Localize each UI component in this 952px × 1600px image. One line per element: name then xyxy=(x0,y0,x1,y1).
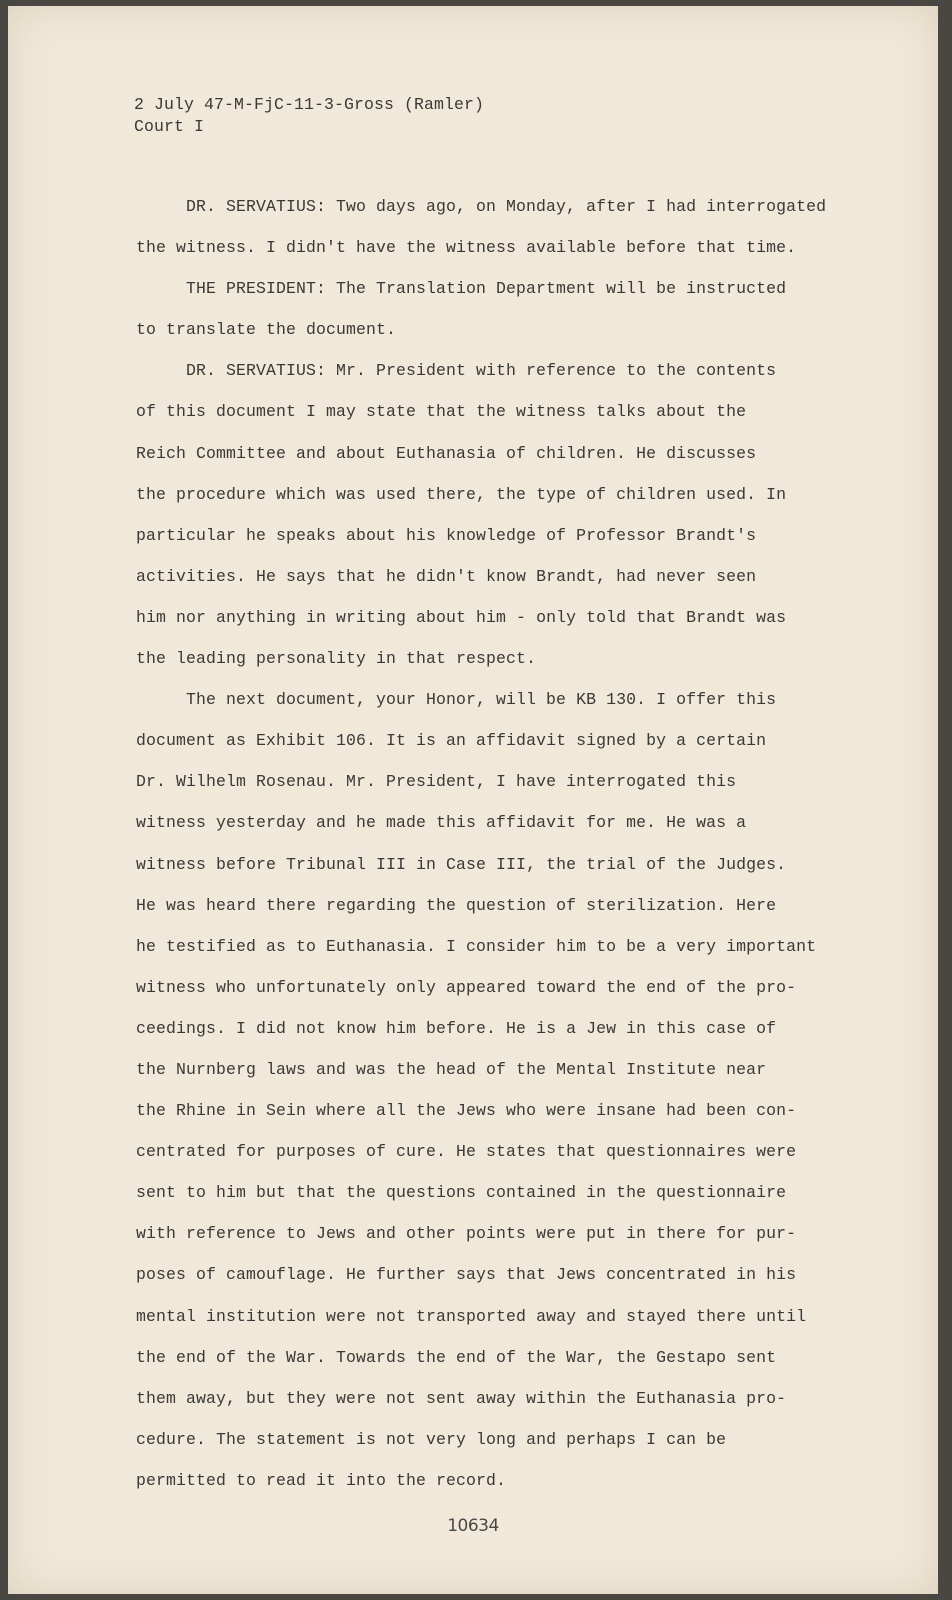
transcript-line: document as Exhibit 106. It is an affidavit signed by a certain xyxy=(136,731,767,751)
transcript-line: the leading personality in that respect. xyxy=(136,649,537,669)
transcript-line: cedure. The statement is not very long and perhaps I can be xyxy=(136,1429,727,1449)
transcript-line: the procedure which was used there, the type of children used. In xyxy=(136,484,787,504)
transcript-line: poses of camouflage. He further says that Jews concentrated in his xyxy=(136,1265,797,1285)
transcript-line: to translate the document. xyxy=(136,320,397,340)
header-court-line: Court I xyxy=(134,117,205,136)
transcript-line: Dr. Wilhelm Rosenau. Mr. President, I have interrogated this xyxy=(136,772,737,792)
page-number: 10634 xyxy=(447,1516,499,1536)
transcript-line: centrated for purposes of cure. He states that questionnaires were xyxy=(136,1142,797,1162)
transcript-line: permitted to read it into the record. xyxy=(136,1470,507,1490)
transcript-line: witness who unfortunately only appeared toward the end of the pro- xyxy=(136,977,797,997)
transcript-line: he testified as to Euthanasia. I consider him to be a very important xyxy=(136,936,817,956)
transcript-line: witness yesterday and he made this affidavit for me. He was a xyxy=(136,813,747,833)
document-header xyxy=(134,94,484,138)
transcript-body xyxy=(136,197,826,1512)
transcript-line: THE PRESIDENT: The Translation Department will be instructed xyxy=(186,279,787,299)
transcript-line: sent to him but that the questions contained in the questionnaire xyxy=(136,1183,787,1203)
transcript-line: the Nurnberg laws and was the head of the Mental Institute near xyxy=(136,1059,767,1079)
transcript-line: the Rhine in Sein where all the Jews who were insane had been con- xyxy=(136,1101,797,1121)
header-session-line: 2 July 47-M-FjC-11-3-Gross (Ramler) xyxy=(134,95,485,114)
transcript-line: DR. SERVATIUS: Two days ago, on Monday, after I had interrogated xyxy=(186,197,827,216)
document-page xyxy=(8,6,938,1594)
transcript-line: witness before Tribunal III in Case III, the trial of the Judges. xyxy=(136,854,787,874)
transcript-line: them away, but they were not sent away within the Euthanasia pro- xyxy=(136,1388,787,1408)
transcript-line: activities. He says that he didn't know Brandt, had never seen xyxy=(136,566,757,586)
transcript-line: Reich Committee and about Euthanasia of children. He discusses xyxy=(136,443,757,463)
transcript-line: He was heard there regarding the question of sterilization. Here xyxy=(136,895,777,915)
transcript-line: with reference to Jews and other points were put in there for pur- xyxy=(136,1224,797,1244)
transcript-line: mental institution were not transported away and stayed there until xyxy=(136,1306,807,1326)
transcript-line: the witness. I didn't have the witness available before that time. xyxy=(136,238,797,258)
transcript-line: of this document I may state that the witness talks about the xyxy=(136,402,747,422)
transcript-line: The next document, your Honor, will be KB 130. I offer this xyxy=(186,690,777,710)
transcript-line: DR. SERVATIUS: Mr. President with reference to the contents xyxy=(186,361,777,381)
transcript-line: particular he speaks about his knowledge of Professor Brandt's xyxy=(136,525,757,545)
transcript-line: him nor anything in writing about him - only told that Brandt was xyxy=(136,607,787,627)
transcript-line: ceedings. I did not know him before. He is a Jew in this case of xyxy=(136,1018,777,1038)
transcript-line: the end of the War. Towards the end of the War, the Gestapo sent xyxy=(136,1347,777,1367)
